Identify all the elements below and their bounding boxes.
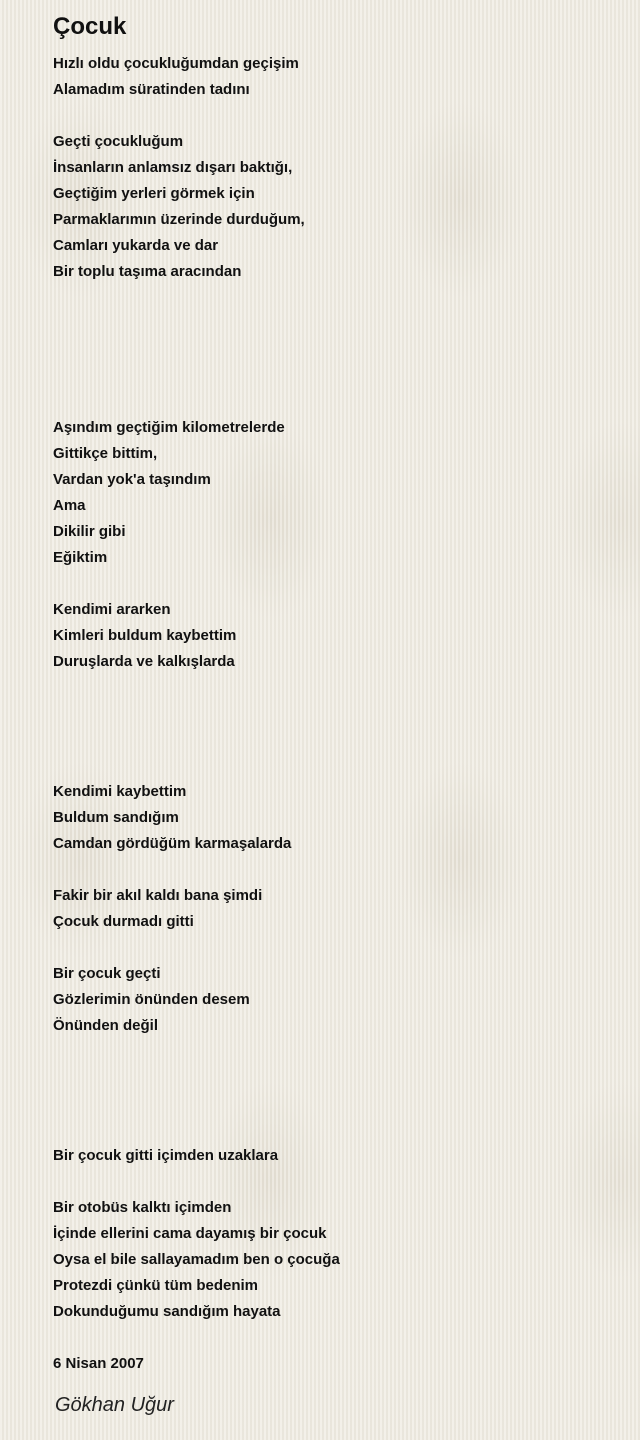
poem-line: İnsanların anlamsız dışarı baktığı,: [53, 159, 293, 176]
poem-line: Çocuk durmadı gitti: [53, 913, 194, 930]
poem-blank-line: [53, 389, 613, 415]
poem-blank-line: [53, 727, 613, 753]
poem-line: Hızlı oldu çocukluğumdan geçişim: [53, 55, 299, 72]
poem-blank-line: [53, 701, 613, 727]
poem-line: Oysa el bile sallayamadım ben o çocuğa: [53, 1251, 340, 1268]
poem-blank-line: [53, 1065, 613, 1091]
poem-line: Camdan gördüğüm karmaşalarda: [53, 835, 292, 852]
poem-line: Camları yukarda ve dar: [53, 237, 219, 254]
poem-line: Duruşlarda ve kalkışlarda: [53, 653, 235, 670]
poem-author: Gökhan Uğur: [55, 1394, 174, 1416]
poem-blank-line: [53, 1039, 613, 1065]
poem-line: Dikilir gibi: [53, 523, 126, 540]
poem-line: Geçtiğim yerleri görmek için: [53, 185, 255, 202]
poem-line: Bir çocuk geçti: [53, 965, 161, 982]
poem-line: Kendimi kaybettim: [53, 783, 187, 800]
poem-blank-line: [53, 311, 613, 337]
poem-blank-line: [53, 337, 613, 363]
poem-blank-line: [53, 571, 613, 597]
poem-blank-line: [53, 1169, 613, 1195]
poem-line: Vardan yok'a taşındım: [53, 471, 211, 488]
poem-blank-line: [53, 935, 613, 961]
poem-line: Eğiktim: [53, 549, 108, 566]
poem-line: Önünden değil: [53, 1017, 158, 1034]
poem-blank-line: [53, 857, 613, 883]
poem-line: Kimleri buldum kaybettim: [53, 627, 237, 644]
poem-line: Aşındım geçtiğim kilometrelerde: [53, 419, 285, 436]
poem-container: [53, 0, 613, 1419]
poem-line: İçinde ellerini cama dayamış bir çocuk: [53, 1225, 327, 1242]
poem-line: Alamadım süratinden tadını: [53, 81, 250, 98]
poem-blank-line: [53, 1091, 613, 1117]
poem-line: Kendimi ararken: [53, 601, 171, 618]
poem-title: Çocuk: [53, 13, 127, 40]
poem-line: Dokunduğumu sandığım hayata: [53, 1303, 281, 1320]
poem-blank-line: [53, 363, 613, 389]
poem-line: Bir toplu taşıma aracından: [53, 263, 242, 280]
poem-date: 6 Nisan 2007: [53, 1355, 144, 1372]
poem-body: [53, 51, 613, 1325]
poem-line: Ama: [53, 497, 86, 514]
poem-line: Bir çocuk gitti içimden uzaklara: [53, 1147, 279, 1164]
poem-blank-line: [53, 1117, 613, 1143]
poem-blank-line: [53, 675, 613, 701]
poem-line: Geçti çocukluğum: [53, 133, 184, 150]
poem-line: Fakir bir akıl kaldı bana şimdi: [53, 887, 263, 904]
poem-line: Gittikçe bittim,: [53, 445, 158, 462]
poem-line: Parmaklarımın üzerinde durduğum,: [53, 211, 305, 228]
poem-blank-line: [53, 103, 613, 129]
poem-blank-line: [53, 753, 613, 779]
poem-line: Bir otobüs kalktı içimden: [53, 1199, 232, 1216]
poem-line: Gözlerimin önünden desem: [53, 991, 250, 1008]
poem-blank-line: [53, 285, 613, 311]
poem-line: Buldum sandığım: [53, 809, 179, 826]
poem-line: Protezdi çünkü tüm bedenim: [53, 1277, 259, 1294]
